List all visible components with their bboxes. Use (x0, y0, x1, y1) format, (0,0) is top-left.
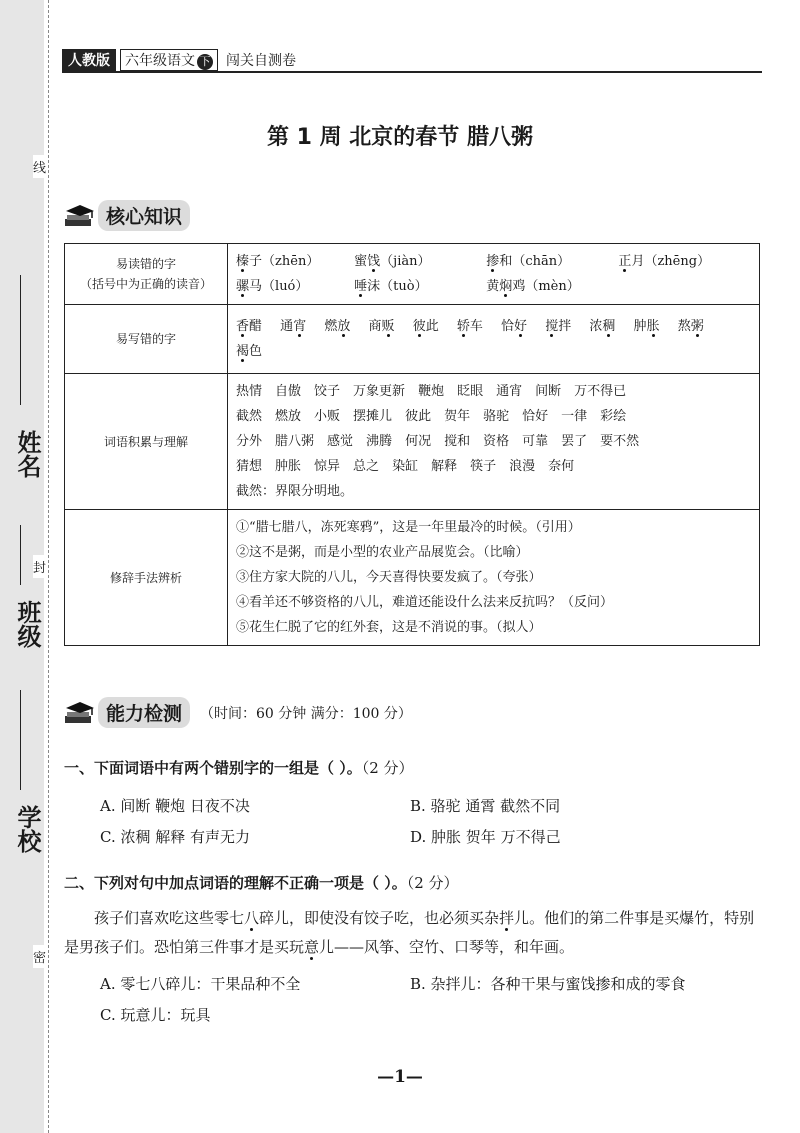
vocabulary-word: 感觉 (327, 434, 354, 449)
question-2-stem: 二、下列对句中加点词语的理解不正确一项是（ ）。 (64, 874, 407, 892)
spelling-item: 轿车 (456, 319, 483, 334)
vocabulary-word: 染缸 (392, 459, 419, 474)
question-1 (64, 757, 414, 778)
emphasized-word: 玩意儿 (289, 938, 335, 956)
vocabulary-word: 通宵 (496, 384, 523, 399)
vocabulary-word: 沸腾 (366, 434, 393, 449)
vocabulary-word: 万不得已 (574, 384, 627, 399)
q1-option-b: B. 骆驼 通霄 截然不同 (410, 797, 561, 815)
vocabulary-word: 自傲 (275, 384, 302, 399)
spelling-item: 浓稠 (589, 319, 616, 334)
vocabulary-word: 截然 (236, 409, 263, 424)
class-label: 班级 (13, 600, 41, 648)
header-rule (62, 71, 762, 73)
pronunciation-line (236, 249, 751, 274)
spelling-item: 恰好 (501, 319, 528, 334)
vocabulary-word: 搅和 (444, 434, 471, 449)
vocabulary-word: 饺子 (314, 384, 341, 399)
fold-line (48, 0, 49, 1133)
q1-option-a: A. 间断 鞭炮 日夜不决 (100, 797, 250, 815)
knowledge-table (64, 243, 760, 646)
vocabulary-word: 资格 (483, 434, 510, 449)
pronunciation-content (228, 244, 760, 305)
vocabulary-word: 小贩 (314, 409, 341, 424)
vocabulary-row (65, 374, 760, 510)
q2-option-c: C. 玩意儿：玩具 (100, 1006, 211, 1024)
rhetoric-item: ①“腊七腊八，冻死寒鸦”，这是一年里最冷的时候。（引用） (236, 520, 581, 535)
vocabulary-line (236, 404, 751, 429)
pronunciation-item: 骡马（luó） (236, 279, 309, 294)
vocabulary-content (228, 374, 760, 510)
grade-label: 六年级语文 下 (120, 49, 218, 71)
vocabulary-word: 筷子 (470, 459, 497, 474)
q2-option-b: B. 杂拌儿：各种干果与蜜饯掺和成的零食 (410, 975, 686, 993)
spelling-item: 香醋 (236, 319, 263, 334)
vocabulary-word: 彩绘 (600, 409, 627, 424)
vocabulary-line (236, 429, 751, 454)
vocabulary-lines (236, 379, 751, 479)
class-blank-line (20, 525, 21, 585)
vocabulary-word: 间断 (535, 384, 562, 399)
vocabulary-word: 燃放 (275, 409, 302, 424)
pronunciation-label: 易读错的字 （括号中为正确的读音） (65, 244, 228, 305)
vocabulary-word: 何况 (405, 434, 432, 449)
rhetoric-item: ④看羊还不够资格的八儿，难道还能设什么法来反抗吗？（反问） (236, 595, 614, 610)
pronunciation-row (65, 244, 760, 305)
rhetoric-content (228, 510, 760, 646)
spelling-item: 燃放 (324, 319, 351, 334)
name-blank-line (20, 275, 21, 405)
page-title: 第 1 周 北京的春节 腊八粥 (267, 125, 533, 150)
school-blank-line (20, 690, 21, 790)
rhetoric-label: 修辞手法辨析 (65, 510, 228, 646)
question-2 (64, 872, 459, 893)
pronunciation-item: 唾沫（tuò） (354, 279, 428, 294)
spelling-content (228, 305, 760, 374)
vocabulary-word: 浪漫 (509, 459, 536, 474)
series-title: 闯关自测卷 (226, 53, 296, 69)
pronunciation-item: 榛子（zhēn） (236, 254, 320, 269)
vocabulary-line (236, 454, 751, 479)
graduation-cap-icon (62, 700, 96, 726)
pronunciation-item: 掺和（chān） (486, 254, 571, 269)
vocabulary-word: 彼此 (405, 409, 432, 424)
vocabulary-word: 可靠 (522, 434, 549, 449)
q1-option-d: D. 肿胀 贺年 万不得己 (410, 828, 561, 846)
edition-badge: 人教版 (62, 49, 116, 71)
pronunciation-item: 正月（zhēng） (618, 254, 711, 269)
running-header (62, 50, 296, 70)
spelling-item: 熬粥 (677, 319, 704, 334)
spelling-label: 易写错的字 (65, 305, 228, 374)
vocabulary-word: 恰好 (522, 409, 549, 424)
vocabulary-word: 要不然 (600, 434, 640, 449)
vocabulary-word: 惊异 (314, 459, 341, 474)
vocabulary-word: 总之 (353, 459, 380, 474)
spelling-item: 通宵 (280, 319, 307, 334)
rhetoric-item: ⑤花生仁脱了它的红外套，这是不消说的事。（拟人） (236, 620, 542, 635)
spelling-item: 肿胀 (633, 319, 660, 334)
pronunciation-item: 黄焖鸡（mèn） (486, 279, 580, 294)
vocabulary-word: 摆摊儿 (353, 409, 393, 424)
spelling-item: 商贩 (368, 319, 395, 334)
q1-option-c: C. 浓稠 解释 有声无力 (100, 828, 251, 846)
rhetoric-item: ③住方家大院的八儿，今天喜得快要发疯了。（夸张） (236, 570, 542, 585)
rhetoric-item: ②这不是粥，而是小型的农业产品展览会。（比喻） (236, 545, 529, 560)
cut-mark-secret: 密 (33, 945, 46, 968)
graduation-cap-icon (62, 203, 96, 229)
question-1-stem: 一、下面词语中有两个错别字的一组是（ ）。 (64, 759, 362, 777)
vocabulary-word: 分外 (236, 434, 263, 449)
ability-test-title: 能力检测 (98, 697, 190, 728)
page-number: —1— (377, 1067, 423, 1087)
vocabulary-word: 热情 (236, 384, 263, 399)
q2-passage: 孩子们喜欢吃这些零七八碎儿，即使没有饺子吃，也必须买杂拌儿。他们的第二件事是买爆竹，特别是男孩子们。恐怕第三件事才是买玩意儿——风筝、空竹、口琴等，和年画。 (64, 909, 755, 956)
vocabulary-word: 万象更新 (353, 384, 406, 399)
vocabulary-word: 奈何 (548, 459, 575, 474)
spelling-row (65, 305, 760, 374)
spelling-item: 搅拌 (545, 319, 572, 334)
vocabulary-word: 罢了 (561, 434, 588, 449)
vocabulary-word: 猜想 (236, 459, 263, 474)
q2-option-a: A. 零七八碎儿：干果品种不全 (100, 975, 301, 993)
emphasized-word: 杂拌儿 (484, 909, 530, 927)
spelling-item: 彼此 (412, 319, 439, 334)
vocabulary-word: 腊八粥 (275, 434, 315, 449)
pronunciation-line (236, 274, 751, 299)
vocabulary-word: 一律 (561, 409, 588, 424)
vocabulary-word: 骆驼 (483, 409, 510, 424)
volume-badge: 下 (197, 54, 213, 70)
pronunciation-item: 蜜饯（jiàn） (354, 254, 431, 269)
name-label: 姓名 (13, 430, 41, 478)
test-time-info: （时间：60 分钟 满分：100 分） (200, 705, 412, 722)
question-1-score: （2 分） (361, 759, 414, 777)
emphasized-word: 零七八碎儿 (214, 909, 290, 927)
cut-mark-seal: 封 (33, 555, 46, 578)
vocabulary-word: 鞭炮 (418, 384, 445, 399)
cut-mark-line: 线 (33, 155, 46, 178)
question-2-score: （2 分） (406, 874, 459, 892)
vocabulary-label: 词语积累与理解 (65, 374, 228, 510)
vocabulary-word: 解释 (431, 459, 458, 474)
school-label: 学校 (13, 805, 41, 853)
vocabulary-word: 肿胀 (275, 459, 302, 474)
rhetoric-row (65, 510, 760, 646)
vocabulary-definition: 截然：界限分明地。 (236, 484, 354, 499)
spelling-item: 褐色 (236, 344, 263, 359)
vocabulary-line (236, 379, 751, 404)
core-knowledge-title: 核心知识 (98, 200, 190, 231)
vocabulary-word: 眨眼 (457, 384, 484, 399)
core-knowledge-heading (62, 200, 190, 231)
vocabulary-word: 贺年 (444, 409, 471, 424)
ability-test-heading (62, 697, 412, 728)
